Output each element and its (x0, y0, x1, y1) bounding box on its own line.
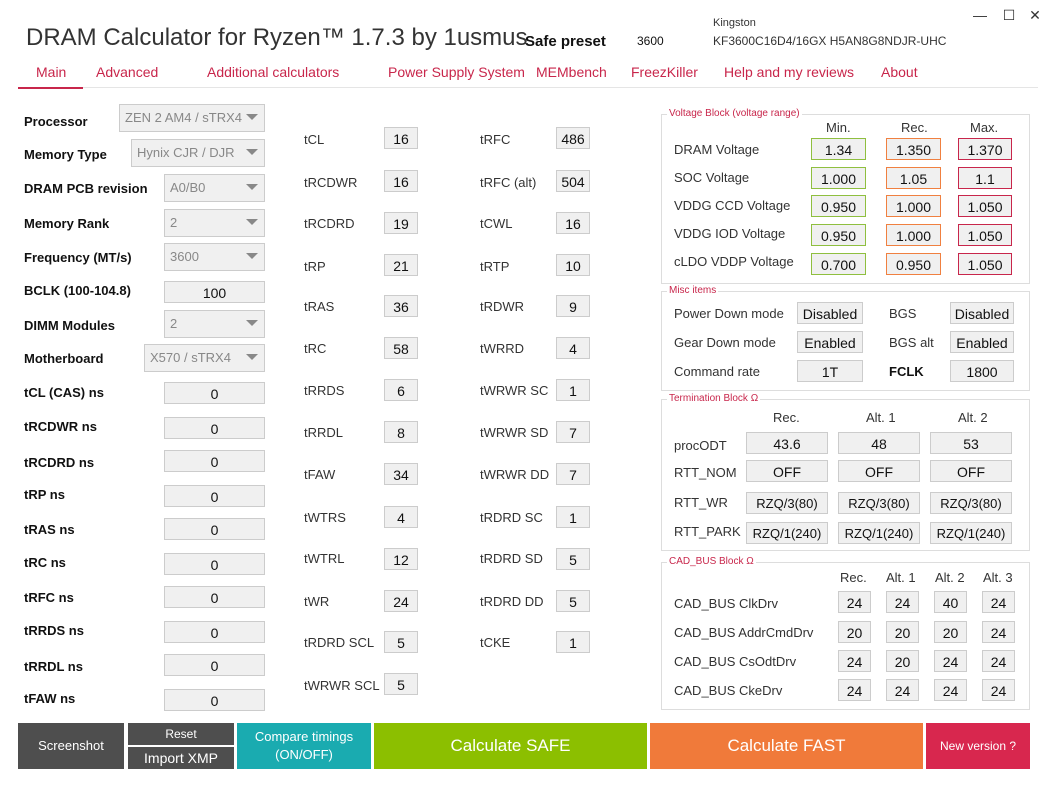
motherboard-label: Motherboard (24, 351, 104, 366)
timing-label: tWTRL (304, 551, 345, 566)
frequency-label: Frequency (MT/s) (24, 250, 132, 265)
compare-timings-toggle-label: (ON/OFF) (275, 747, 333, 762)
voltage-max[interactable]: 1.1 (958, 167, 1012, 189)
active-tab-indicator (18, 87, 83, 89)
memory-part-number: KF3600C16D4/16GX H5AN8G8NDJR-UHC (713, 34, 947, 48)
timing-value[interactable]: 1 (556, 379, 590, 401)
voltage-rec[interactable]: 1.05 (886, 167, 941, 189)
term-header-alt1: Alt. 1 (866, 410, 896, 425)
voltage-label: VDDG IOD Voltage (674, 226, 786, 241)
ns-label: tFAW ns (24, 691, 76, 706)
cad-header-alt2: Alt. 2 (935, 570, 965, 585)
timing-value[interactable]: 4 (556, 337, 590, 359)
term-alt1-value[interactable]: 48 (838, 432, 920, 454)
power-down-value[interactable]: Disabled (797, 302, 863, 324)
cad-alt3-value[interactable]: 24 (982, 650, 1015, 672)
timing-value[interactable]: 9 (556, 295, 590, 317)
voltage-label: VDDG CCD Voltage (674, 198, 791, 213)
cad-label: CAD_BUS CkeDrv (674, 683, 783, 698)
app-title: DRAM Calculator for Ryzen™ 1.7.3 by 1usmus (26, 24, 528, 51)
timing-label: tRDRD SCL (304, 635, 375, 650)
frequency-value: 3600 (170, 249, 199, 264)
motherboard-value: X570 / sTRX4 (150, 350, 231, 365)
timing-value[interactable]: 21 (384, 254, 418, 276)
term-rec-value[interactable]: 43.6 (746, 432, 828, 454)
cad-alt2-value[interactable]: 40 (934, 591, 967, 613)
ns-label: tRP ns (24, 487, 65, 502)
tab-membench[interactable]: MEMbench (536, 64, 607, 80)
timing-label: tWRWR SCL (304, 678, 380, 693)
term-alt2-value[interactable]: RZQ/1(240) (930, 522, 1012, 544)
term-label: RTT_NOM (674, 465, 737, 480)
timing-label: tRDRD SD (480, 551, 543, 566)
misc-block-title: Misc items (669, 285, 717, 296)
timing-value[interactable]: 24 (384, 590, 418, 612)
timing-label: tRFC (480, 132, 511, 147)
fclk-label: FCLK (889, 364, 924, 379)
timing-label: tCL (304, 132, 325, 147)
timing-label: tWR (304, 594, 330, 609)
cad-label: CAD_BUS AddrCmdDrv (674, 625, 814, 640)
timing-value[interactable]: 58 (384, 337, 418, 359)
cad-rec-value[interactable]: 20 (838, 621, 871, 643)
ns-label: tRRDL ns (24, 659, 83, 674)
term-rec-value[interactable]: RZQ/3(80) (746, 492, 828, 514)
compare-timings-button[interactable] (237, 723, 371, 769)
cad-header-rec: Rec. (840, 570, 867, 585)
timing-label: tWRWR SC (480, 383, 549, 398)
timing-value[interactable]: 1 (556, 506, 590, 528)
voltage-label: SOC Voltage (674, 170, 750, 185)
calculate-fast-button[interactable]: Calculate FAST (650, 723, 923, 769)
pcb-revision-value: A0/B0 (170, 180, 206, 195)
memory-brand: Kingston (713, 17, 756, 29)
tab-advanced[interactable]: Advanced (96, 64, 159, 80)
processor-label: Processor (24, 114, 88, 129)
bgs-label: BGS (889, 306, 917, 321)
term-label: procODT (674, 438, 727, 453)
voltage-max[interactable]: 1.050 (958, 253, 1012, 275)
cad-alt2-value[interactable]: 24 (934, 650, 967, 672)
voltage-rec[interactable]: 1.000 (886, 224, 941, 246)
voltage-max[interactable]: 1.370 (958, 138, 1012, 160)
timing-value[interactable]: 16 (556, 212, 590, 234)
term-alt2-value[interactable]: OFF (930, 460, 1012, 482)
timing-label: tRRDL (304, 425, 344, 440)
timing-label: tRDRD SC (480, 510, 543, 525)
dimm-modules-select[interactable] (164, 310, 265, 338)
cad-alt1-value[interactable]: 24 (886, 591, 919, 613)
import-xmp-button[interactable]: Import XMP (128, 747, 234, 769)
timing-value[interactable]: 36 (384, 295, 418, 317)
bclk-input[interactable]: 100 (164, 281, 265, 303)
preset-label: Safe preset (525, 33, 606, 50)
ns-input[interactable]: 0 (164, 553, 265, 575)
fclk-value[interactable]: 1800 (950, 360, 1014, 382)
cad-label: CAD_BUS CsOdtDrv (674, 654, 797, 669)
timing-label: tWTRS (304, 510, 346, 525)
main-menu (18, 60, 1038, 88)
calculate-safe-button[interactable]: Calculate SAFE (374, 723, 647, 769)
motherboard-select[interactable] (144, 344, 265, 372)
ns-label: tRAS ns (24, 522, 75, 537)
ns-input[interactable]: 0 (164, 586, 265, 608)
ns-input[interactable]: 0 (164, 382, 265, 404)
cad-header-alt3: Alt. 3 (983, 570, 1013, 585)
term-alt1-value[interactable]: RZQ/3(80) (838, 492, 920, 514)
memory-type-label: Memory Type (24, 147, 107, 162)
chevron-down-icon (246, 219, 258, 225)
term-header-alt2: Alt. 2 (958, 410, 988, 425)
timing-value[interactable]: 8 (384, 421, 418, 443)
cad-alt3-value[interactable]: 24 (982, 621, 1015, 643)
timing-label: tWRWR SD (480, 425, 549, 440)
term-alt1-value[interactable]: OFF (838, 460, 920, 482)
term-rec-value[interactable]: RZQ/1(240) (746, 522, 828, 544)
chevron-down-icon (246, 354, 258, 360)
ns-input[interactable]: 0 (164, 450, 265, 472)
voltage-min[interactable]: 0.950 (811, 195, 866, 217)
voltage-header-max: Max. (970, 120, 999, 135)
power-down-label: Power Down mode (674, 306, 784, 321)
processor-value: ZEN 2 AM4 / sTRX4 (125, 110, 243, 125)
pcb-revision-label: DRAM PCB revision (24, 181, 148, 196)
term-alt2-value[interactable]: 53 (930, 432, 1012, 454)
timing-label: tWRRD (480, 341, 525, 356)
memory-rank-value: 2 (170, 215, 178, 230)
gear-down-value[interactable]: Enabled (797, 331, 863, 353)
term-header-rec: Rec. (773, 410, 800, 425)
command-rate-value[interactable]: 1T (797, 360, 863, 382)
bgs-alt-label: BGS alt (889, 335, 934, 350)
timing-label: tRCDWR (304, 175, 358, 190)
memory-type-select[interactable] (131, 139, 265, 167)
cad-alt1-value[interactable]: 20 (886, 621, 919, 643)
timing-label: tCWL (480, 216, 513, 231)
reset-button[interactable]: Reset (128, 723, 234, 745)
ns-input[interactable]: 0 (164, 621, 265, 643)
timing-value[interactable]: 10 (556, 254, 590, 276)
timing-value[interactable]: 504 (556, 170, 590, 192)
ns-input[interactable]: 0 (164, 417, 265, 439)
timing-value[interactable]: 16 (384, 170, 418, 192)
tab-additional-calculators[interactable]: Additional calculators (207, 64, 340, 80)
timing-label: tRTP (480, 259, 510, 274)
cad-alt3-value[interactable]: 24 (982, 591, 1015, 613)
ns-label: tRCDWR ns (24, 419, 97, 434)
chevron-down-icon (246, 184, 258, 190)
voltage-rec[interactable]: 1.000 (886, 195, 941, 217)
gear-down-label: Gear Down mode (674, 335, 776, 350)
term-alt1-value[interactable]: RZQ/1(240) (838, 522, 920, 544)
timing-label: tRAS (304, 299, 335, 314)
voltage-header-rec: Rec. (901, 120, 928, 135)
frequency-select[interactable] (164, 243, 265, 271)
timing-label: tRDRD DD (480, 594, 544, 609)
cad-alt2-value[interactable]: 20 (934, 621, 967, 643)
voltage-label: DRAM Voltage (674, 142, 760, 157)
timing-value[interactable]: 4 (384, 506, 418, 528)
cad-header-alt1: Alt. 1 (886, 570, 916, 585)
cad-bus-block-title: CAD_BUS Block Ω (669, 556, 754, 567)
voltage-rec[interactable]: 0.950 (886, 253, 941, 275)
timing-label: tRCDRD (304, 216, 355, 231)
ns-label: tRFC ns (24, 590, 74, 605)
term-label: RTT_WR (674, 495, 728, 510)
dimm-modules-label: DIMM Modules (24, 318, 115, 333)
cad-alt1-value[interactable]: 20 (886, 650, 919, 672)
timing-label: tWRWR DD (480, 467, 550, 482)
close-icon[interactable]: ✕ (1029, 7, 1041, 23)
timing-label: tRP (304, 259, 326, 274)
timing-value[interactable]: 6 (384, 379, 418, 401)
compare-timings-label: Compare timings (254, 729, 354, 744)
timing-value[interactable]: 5 (556, 548, 590, 570)
timing-value[interactable]: 1 (556, 631, 590, 653)
cad-rec-value[interactable]: 24 (838, 591, 871, 613)
term-label: RTT_PARK (674, 524, 741, 539)
tab-about[interactable]: About (881, 64, 918, 80)
timing-value[interactable]: 7 (556, 463, 590, 485)
preset-frequency: 3600 (637, 34, 664, 48)
voltage-label: cLDO VDDP Voltage (674, 254, 794, 269)
timing-label: tRDWR (480, 299, 525, 314)
cad-label: CAD_BUS ClkDrv (674, 596, 779, 611)
cad-alt2-value[interactable]: 24 (934, 679, 967, 701)
timing-value[interactable]: 12 (384, 548, 418, 570)
timing-label: tFAW (304, 467, 336, 482)
timing-label: tRRDS (304, 383, 345, 398)
bgs-value[interactable]: Disabled (950, 302, 1014, 324)
timing-value[interactable]: 19 (384, 212, 418, 234)
timing-value[interactable]: 5 (556, 590, 590, 612)
timing-value[interactable]: 5 (384, 631, 418, 653)
command-rate-label: Command rate (674, 364, 760, 379)
timing-value[interactable]: 16 (384, 127, 418, 149)
tab-help-reviews[interactable]: Help and my reviews (724, 64, 854, 80)
voltage-min[interactable]: 0.950 (811, 224, 866, 246)
voltage-min[interactable]: 0.700 (811, 253, 866, 275)
timing-label: tRFC (alt) (480, 175, 537, 190)
chevron-down-icon (246, 320, 258, 326)
timing-value[interactable]: 486 (556, 127, 590, 149)
cad-rec-value[interactable]: 24 (838, 650, 871, 672)
timing-label: tRC (304, 341, 327, 356)
timing-value[interactable]: 5 (384, 673, 418, 695)
chevron-down-icon (246, 114, 258, 120)
ns-label: tRCDRD ns (24, 455, 95, 470)
memory-rank-label: Memory Rank (24, 216, 110, 231)
voltage-min[interactable]: 1.34 (811, 138, 866, 160)
tab-freezkiller[interactable]: FreezKiller (631, 64, 698, 80)
ns-label: tCL (CAS) ns (24, 385, 104, 400)
cad-alt3-value[interactable]: 24 (982, 679, 1015, 701)
voltage-min[interactable]: 1.000 (811, 167, 866, 189)
memory-type-value: Hynix CJR / DJR (137, 145, 235, 160)
voltage-max[interactable]: 1.050 (958, 195, 1012, 217)
term-rec-value[interactable]: OFF (746, 460, 828, 482)
ns-label: tRC ns (24, 555, 66, 570)
tab-power-supply-system[interactable]: Power Supply System (388, 64, 525, 80)
chevron-down-icon (246, 149, 258, 155)
bgs-alt-value[interactable]: Enabled (950, 331, 1014, 353)
cad-alt1-value[interactable]: 24 (886, 679, 919, 701)
dimm-modules-value: 2 (170, 316, 178, 331)
tab-main[interactable]: Main (36, 64, 67, 80)
ns-input[interactable]: 0 (164, 485, 265, 507)
pcb-revision-select[interactable] (164, 174, 265, 202)
timing-value[interactable]: 7 (556, 421, 590, 443)
voltage-rec[interactable]: 1.350 (886, 138, 941, 160)
bclk-label: BCLK (100-104.8) (24, 283, 131, 298)
voltage-block-title: Voltage Block (voltage range) (669, 108, 800, 119)
memory-rank-select[interactable] (164, 209, 265, 237)
new-version-button[interactable]: New version ? (926, 723, 1030, 769)
screenshot-button[interactable]: Screenshot (18, 723, 124, 769)
ns-input[interactable]: 0 (164, 689, 265, 711)
ns-input[interactable]: 0 (164, 654, 265, 676)
chevron-down-icon (246, 253, 258, 259)
voltage-header-min: Min. (826, 120, 851, 135)
term-alt2-value[interactable]: RZQ/3(80) (930, 492, 1012, 514)
minimize-icon[interactable]: — (973, 7, 987, 23)
cad-rec-value[interactable]: 24 (838, 679, 871, 701)
voltage-max[interactable]: 1.050 (958, 224, 1012, 246)
ns-input[interactable]: 0 (164, 518, 265, 540)
timing-label: tCKE (480, 635, 511, 650)
timing-value[interactable]: 34 (384, 463, 418, 485)
maximize-icon[interactable]: ☐ (1002, 7, 1016, 23)
ns-label: tRRDS ns (24, 623, 84, 638)
processor-select[interactable] (119, 104, 265, 132)
termination-block-title: Termination Block Ω (669, 393, 759, 404)
